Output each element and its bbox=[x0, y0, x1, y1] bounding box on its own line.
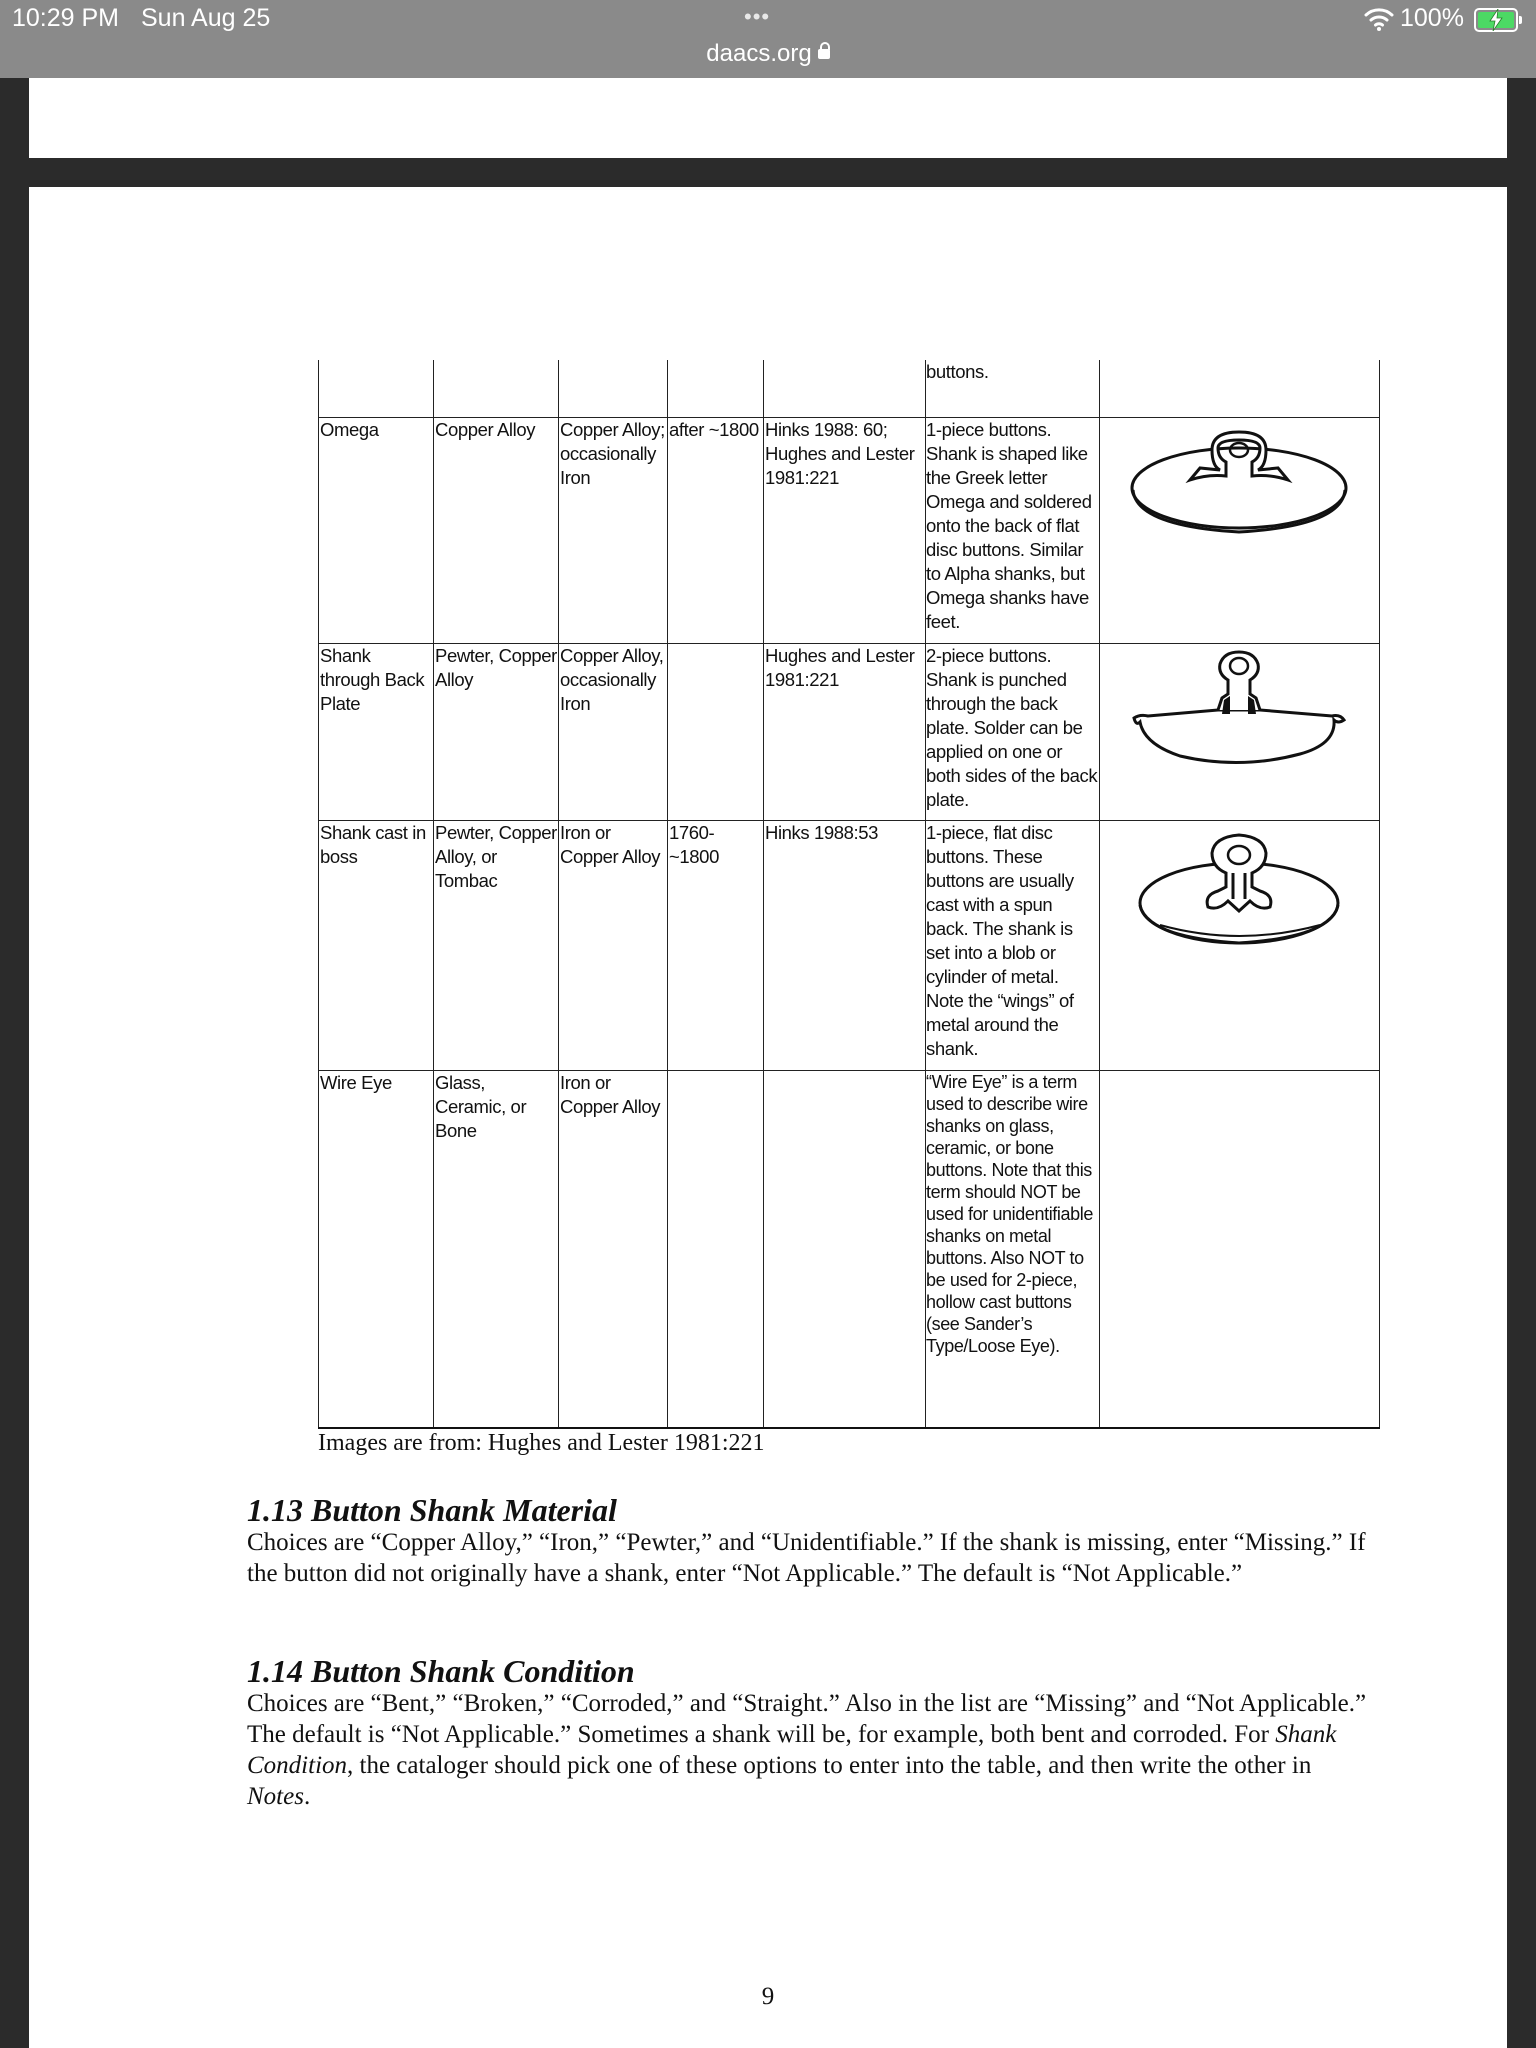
button-material-cell: Pewter, Copper Alloy, or Tombac bbox=[434, 820, 559, 1070]
table-row bbox=[319, 820, 1380, 1070]
shank-material-cell: Copper Alloy, occasionally Iron bbox=[559, 643, 668, 820]
reference-cell: Hinks 1988: 60; Hughes and Lester 1981:221 bbox=[764, 417, 926, 643]
section-shank-material bbox=[247, 1493, 1377, 1589]
shank-material-cell: Iron or Copper Alloy bbox=[559, 820, 668, 1070]
table-row bbox=[319, 1070, 1380, 1428]
shank-material-cell: Iron or Copper Alloy bbox=[559, 1070, 668, 1428]
previous-page-bottom bbox=[29, 78, 1507, 158]
wifi-icon bbox=[1364, 6, 1394, 32]
table-row bbox=[319, 360, 1380, 417]
empty-image-cell bbox=[1100, 1070, 1380, 1428]
shank-type-cell: Wire Eye bbox=[319, 1070, 434, 1428]
address-bar[interactable] bbox=[0, 40, 1536, 68]
reference-cell: Hughes and Lester 1981:221 bbox=[764, 643, 926, 820]
reference-cell: Hinks 1988:53 bbox=[764, 820, 926, 1070]
date-cell bbox=[668, 643, 764, 820]
section-shank-condition bbox=[247, 1654, 1377, 1812]
description-cell: 1-piece buttons. Shank is shaped like the Greek letter Omega and soldered onto the back of flat disc buttons. Similar to Alpha shanks, but Omega shanks have feet. bbox=[926, 417, 1100, 643]
section-body: Choices are “Copper Alloy,” “Iron,” “Pewter,” and “Unidentifiable.” If the shank is missing, enter “Missing.” If the button did not originally have a shank, enter “Not Applicable.” The default is “Not Applicable.” bbox=[247, 1529, 1366, 1587]
button-material-cell: Copper Alloy bbox=[434, 417, 559, 643]
button-material-cell: Pewter, Copper Alloy bbox=[434, 643, 559, 820]
emphasis-notes: Notes bbox=[247, 1783, 304, 1810]
emphasis-shank-condition: Shank Condition bbox=[247, 1721, 1337, 1779]
page-number: 9 bbox=[761, 1983, 775, 2010]
clock: 10:29 PM bbox=[12, 4, 120, 32]
battery-icon bbox=[1474, 8, 1518, 32]
button-shank-table bbox=[318, 360, 1380, 1429]
table-caption: Images are from: Hughes and Lester 1981:221 bbox=[318, 1430, 765, 1456]
omega-shank-button-illustration bbox=[1100, 417, 1380, 643]
shank-type-cell: Shank cast in boss bbox=[319, 820, 434, 1070]
url-text: daacs.org bbox=[706, 40, 812, 67]
shank-material-cell: Copper Alloy; occasionally Iron bbox=[559, 417, 668, 643]
date-cell: 1760-~1800 bbox=[668, 820, 764, 1070]
shank-type-cell: Shank through Back Plate bbox=[319, 643, 434, 820]
date-cell bbox=[668, 1070, 764, 1428]
status-bar bbox=[0, 0, 1536, 78]
description-cell: buttons. bbox=[926, 360, 1100, 417]
more-options-icon[interactable]: ••• bbox=[744, 4, 771, 29]
section-heading: 1.14 Button Shank Condition bbox=[247, 1653, 635, 1689]
shank-through-back-plate-illustration bbox=[1100, 643, 1380, 820]
description-cell: 1-piece, flat disc buttons. These buttons are usually cast with a spun back. The shank is set into a blob or cylinder of metal. Note the “wings” of metal around the shank. bbox=[926, 820, 1100, 1070]
charging-bolt-icon bbox=[1488, 9, 1504, 31]
lock-icon bbox=[818, 49, 830, 59]
reference-cell bbox=[764, 1070, 926, 1428]
shank-cast-in-boss-illustration bbox=[1100, 820, 1380, 1070]
date: Sun Aug 25 bbox=[141, 4, 271, 32]
section-heading: 1.13 Button Shank Material bbox=[247, 1492, 617, 1528]
date-cell: after ~1800 bbox=[668, 417, 764, 643]
button-material-cell: Glass, Ceramic, or Bone bbox=[434, 1070, 559, 1428]
table-row bbox=[319, 643, 1380, 820]
battery-percent: 100% bbox=[1400, 4, 1464, 32]
section-body: Choices are “Bent,” “Broken,” “Corroded,” and “Straight.” Also in the list are “Missing” and “Not Applicable.” The default is “Not Applicable.” Sometimes a shank will be, for example, both bent and corroded. For Shank Condition, the cataloger should pick one of these options to enter into the table, and then write the other in Notes. bbox=[247, 1690, 1367, 1810]
description-cell: 2-piece buttons. Shank is punched through the back plate. Solder can be applied on one or both sides of the back plate. bbox=[926, 643, 1100, 820]
shank-type-cell: Omega bbox=[319, 417, 434, 643]
description-cell: “Wire Eye” is a term used to describe wire shanks on glass, ceramic, or bone buttons. Note that this term should NOT be used for unidentifiable shanks on metal buttons. Also NOT to be used for 2-piece, hollow cast buttons (see Sander’s Type/Loose Eye). bbox=[926, 1070, 1100, 1428]
table-row bbox=[319, 417, 1380, 643]
